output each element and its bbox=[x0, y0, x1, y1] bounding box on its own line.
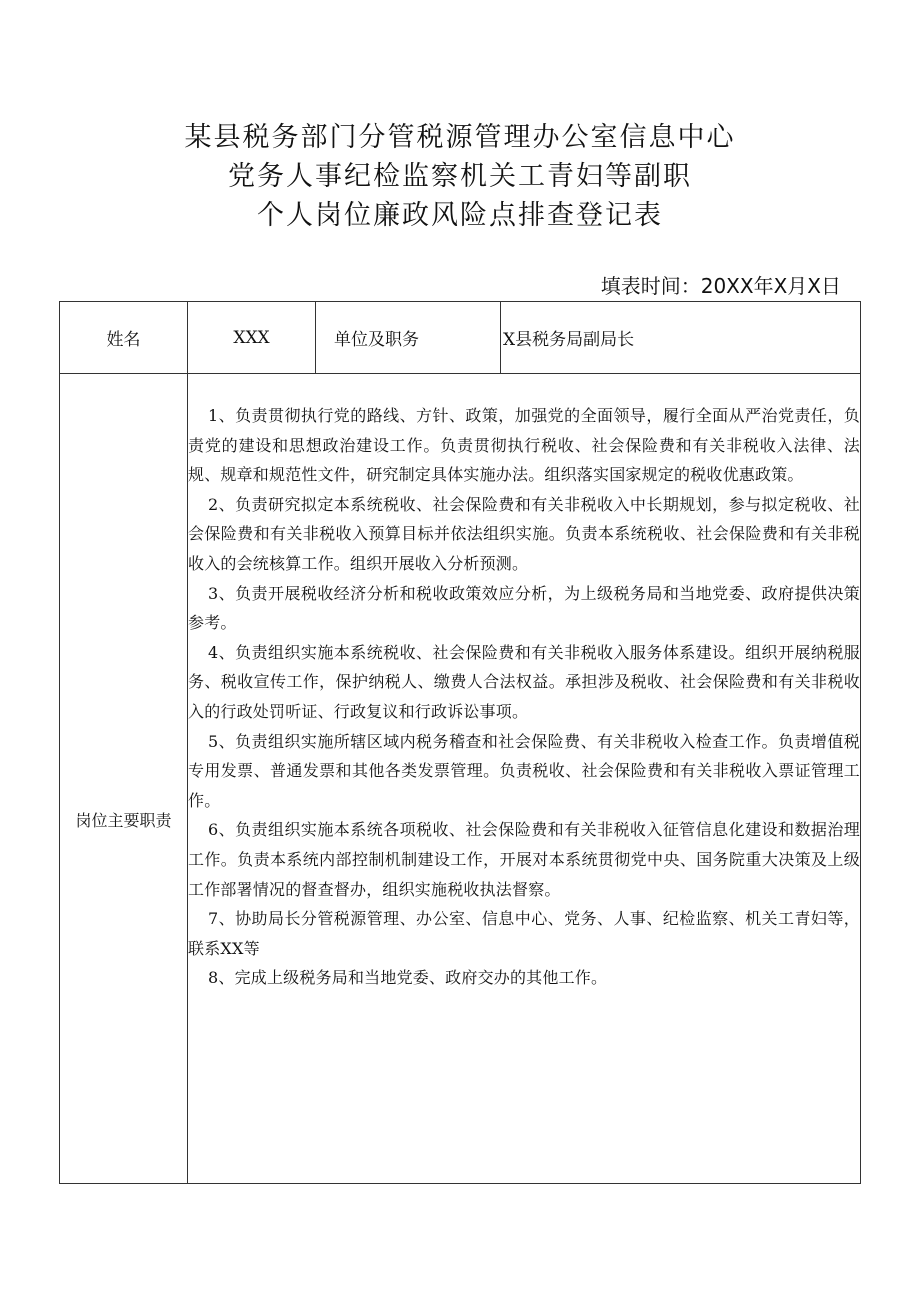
duties-row bbox=[60, 374, 861, 1184]
header-row bbox=[60, 302, 861, 374]
duty-item: 8、完成上级税务局和当地党委、政府交办的其他工作。 bbox=[208, 968, 608, 988]
registration-form-table bbox=[59, 301, 861, 1184]
title-line-3: 个人岗位廉政风险点排查登记表 bbox=[257, 200, 663, 231]
duty-item: 6、负责组织实施本系统各项税收、社会保险费和有关非税收入征管信息化建设和数据治理工作。负责本系统内部控制机制建设工作，开展对本系统贯彻党中央、国务院重大决策及上级工作部署情况的督查督办，组织实施税收执法督察。 bbox=[188, 820, 860, 899]
duty-item: 5、负责组织实施所辖区域内税务稽查和社会保险费、有关非税收入检查工作。负责增值税专用发票、普通发票和其他各类发票管理。负责税收、社会保险费和有关非税收入票证管理工作。 bbox=[188, 731, 860, 810]
duty-item: 4、负责组织实施本系统税收、社会保险费和有关非税收入服务体系建设。组织开展纳税服务、税收宣传工作，保护纳税人、缴费人合法权益。承担涉及税收、社会保险费和有关非税收入的行政处罚听证、行政复议和行政诉讼事项。 bbox=[188, 642, 860, 721]
page-title bbox=[0, 118, 920, 235]
title-line-1: 某县税务部门分管税源管理办公室信息中心 bbox=[184, 122, 736, 153]
title-line-2: 党务人事纪检监察机关工青妇等副职 bbox=[228, 161, 692, 192]
duty-item: 3、负责开展税收经济分析和税收政策效应分析，为上级税务局和当地党委、政府提供决策参考。 bbox=[188, 583, 860, 633]
duties-label: 岗位主要职责 bbox=[60, 374, 188, 1184]
duty-item: 7、协助局长分管税源管理、办公室、信息中心、党务、人事、纪检监察、机关工青妇等，联系XX等 bbox=[188, 909, 860, 958]
unit-label: 单位及职务 bbox=[316, 302, 501, 374]
name-value: XXX bbox=[188, 302, 316, 374]
duty-item: 2、负责研究拟定本系统税收、社会保险费和有关非税收入中长期规划，参与拟定税收、社会保险费和有关非税收入预算目标并依法组织实施。负责本系统税收、社会保险费和有关非税收入的会统核算工作。组织开展收入分析预测。 bbox=[188, 494, 860, 573]
duties-content bbox=[188, 374, 861, 1184]
fill-date: 填表时间：20XX年X月X日 bbox=[600, 274, 841, 298]
name-label: 姓名 bbox=[60, 302, 188, 374]
unit-value: X县税务局副局长 bbox=[501, 302, 861, 374]
duty-item: 1、负责贯彻执行党的路线、方针、政策，加强党的全面领导，履行全面从严治党责任，负责党的建设和思想政治建设工作。负责贯彻执行税收、社会保险费和有关非税收入法律、法规、规章和规范性文件，研究制定具体实施办法。组织落实国家规定的税收优惠政策。 bbox=[188, 406, 860, 485]
